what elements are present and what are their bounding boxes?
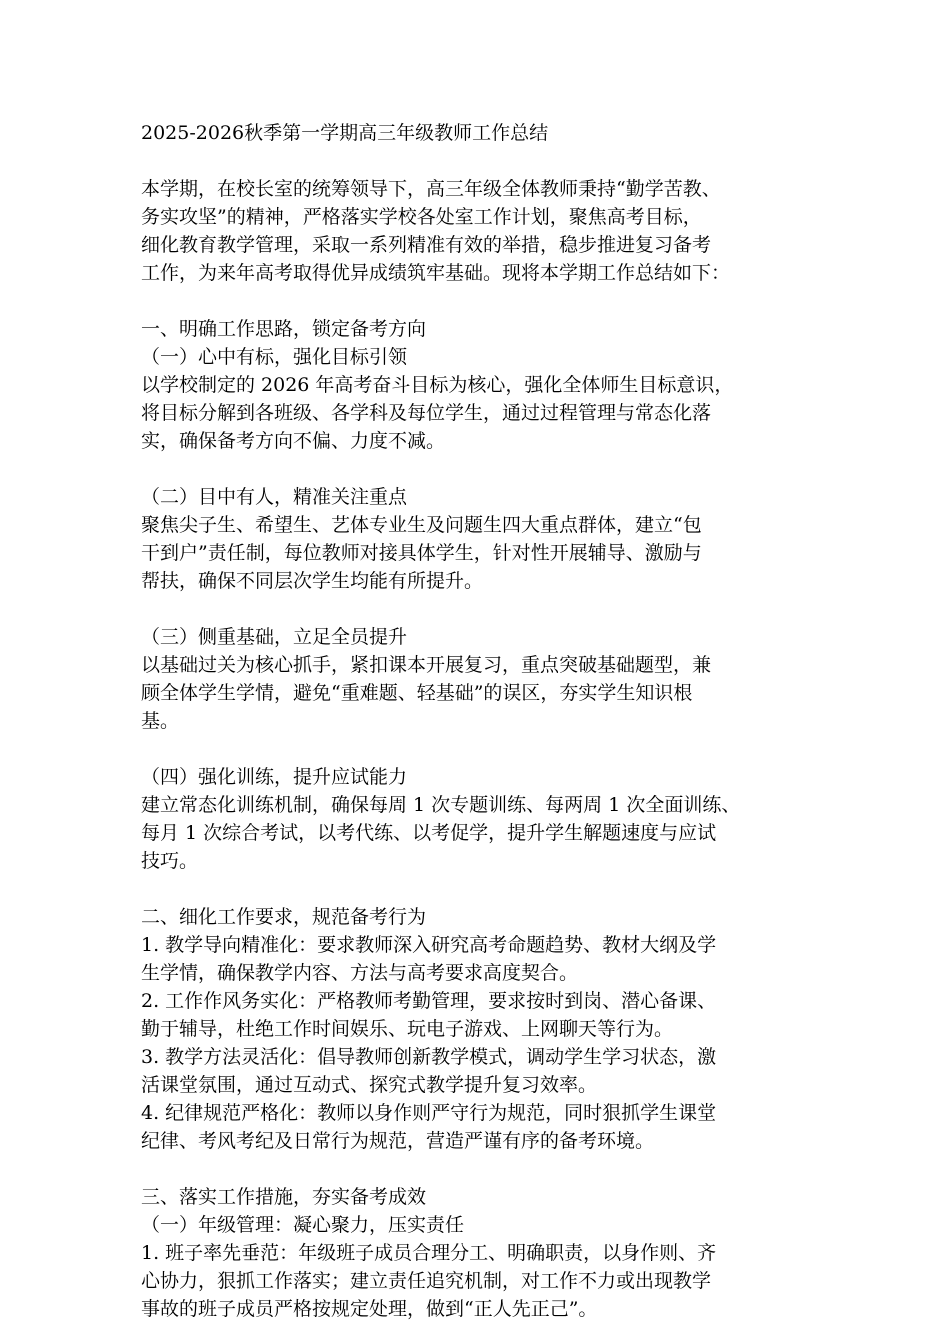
paragraph-line: 本学期，在校长室的统筹领导下，高三年级全体教师秉持“勤学苦教、 — [141, 178, 721, 200]
paragraph-line: 聚焦尖子生、希望生、艺体专业生及问题生四大重点群体，建立“包 — [141, 514, 702, 536]
subsection-heading: （一）年级管理：凝心聚力，压实责任 — [141, 1214, 465, 1236]
section-heading: 一、明确工作思路，锁定备考方向 — [141, 318, 427, 340]
paragraph-line: 每月 1 次综合考试，以考代练、以考促学，提升学生解题速度与应试 — [141, 822, 717, 844]
subsection-heading: （三）侧重基础，立足全员提升 — [141, 626, 408, 648]
blank-line — [141, 455, 831, 483]
blank-line — [141, 735, 831, 763]
paragraph-line: 实，确保备考方向不偏、力度不减。 — [141, 430, 446, 452]
paragraph-line: 务实攻坚”的精神，严格落实学校各处室工作计划，聚焦高考目标， — [141, 206, 702, 228]
paragraph-line: 以学校制定的 2026 年高考奋斗目标为核心，强化全体师生目标意识， — [141, 374, 734, 396]
intro-paragraph — [141, 175, 831, 287]
paragraph-line: 帮扶，确保不同层次学生均能有所提升。 — [141, 570, 484, 592]
subsection-heading: （一）心中有标，强化目标引领 — [141, 346, 408, 368]
paragraph-line: 建立常态化训练机制，确保每周 1 次专题训练、每两周 1 次全面训练、 — [141, 794, 741, 816]
list-line: 纪律、考风考纪及日常行为规范，营造严谨有序的备考环境。 — [141, 1130, 655, 1152]
paragraph-line: 顾全体学生学情，避免“重难题、轻基础”的误区，夯实学生知识根 — [141, 682, 693, 704]
subsection-heading: （二）目中有人，精准关注重点 — [141, 486, 408, 508]
blank-line — [141, 147, 831, 175]
list-line: 3. 教学方法灵活化：倡导教师创新教学模式，调动学生学习状态，激 — [141, 1046, 717, 1068]
paragraph-line: 工作，为来年高考取得优异成绩筑牢基础。现将本学期工作总结如下： — [141, 262, 731, 284]
paragraph — [141, 371, 831, 455]
list-line: 4. 纪律规范严格化：教师以身作则严守行为规范，同时狠抓学生课堂 — [141, 1102, 717, 1124]
paragraph — [141, 791, 831, 875]
paragraph-line: 基。 — [141, 710, 180, 732]
paragraph-line: 1. 班子率先垂范：年级班子成员合理分工、明确职责，以身作则、齐 — [141, 1242, 717, 1264]
document-title: 2025-2026秋季第一学期高三年级教师工作总结 — [141, 122, 549, 144]
paragraph-line: 心协力，狠抓工作落实；建立责任追究机制，对工作不力或出现教学 — [141, 1270, 712, 1292]
section-heading: 二、细化工作要求，规范备考行为 — [141, 906, 427, 928]
paragraph-line: 技巧。 — [141, 850, 199, 872]
numbered-list — [141, 931, 831, 1155]
paragraph-line: 细化教育教学管理，采取一系列精准有效的举措，稳步推进复习备考 — [141, 234, 712, 256]
paragraph-line: 将目标分解到各班级、各学科及每位学生，通过过程管理与常态化落 — [141, 402, 712, 424]
paragraph-line: 以基础过关为核心抓手，紧扣课本开展复习，重点突破基础题型，兼 — [141, 654, 712, 676]
list-line: 活课堂氛围，通过互动式、探究式教学提升复习效率。 — [141, 1074, 598, 1096]
list-line: 勤于辅导，杜绝工作时间娱乐、玩电子游戏、上网聊天等行为。 — [141, 1018, 674, 1040]
paragraph-line: 事故的班子成员严格按规定处理，做到“正人先正己”。 — [141, 1298, 598, 1320]
paragraph — [141, 511, 831, 595]
paragraph-line: 干到户”责任制，每位教师对接具体学生，针对性开展辅导、激励与 — [141, 542, 702, 564]
blank-line — [141, 875, 831, 903]
list-line: 2. 工作作风务实化：严格教师考勤管理，要求按时到岗、潜心备课、 — [141, 990, 717, 1012]
blank-line — [141, 595, 831, 623]
paragraph — [141, 1239, 831, 1323]
subsection-heading: （四）强化训练，提升应试能力 — [141, 766, 408, 788]
section-heading: 三、落实工作措施，夯实备考成效 — [141, 1186, 427, 1208]
blank-line — [141, 1155, 831, 1183]
paragraph — [141, 651, 831, 735]
document-body — [141, 119, 831, 1323]
blank-line — [141, 287, 831, 315]
list-line: 生学情，确保教学内容、方法与高考要求高度契合。 — [141, 962, 579, 984]
list-line: 1. 教学导向精准化：要求教师深入研究高考命题趋势、教材大纲及学 — [141, 934, 717, 956]
